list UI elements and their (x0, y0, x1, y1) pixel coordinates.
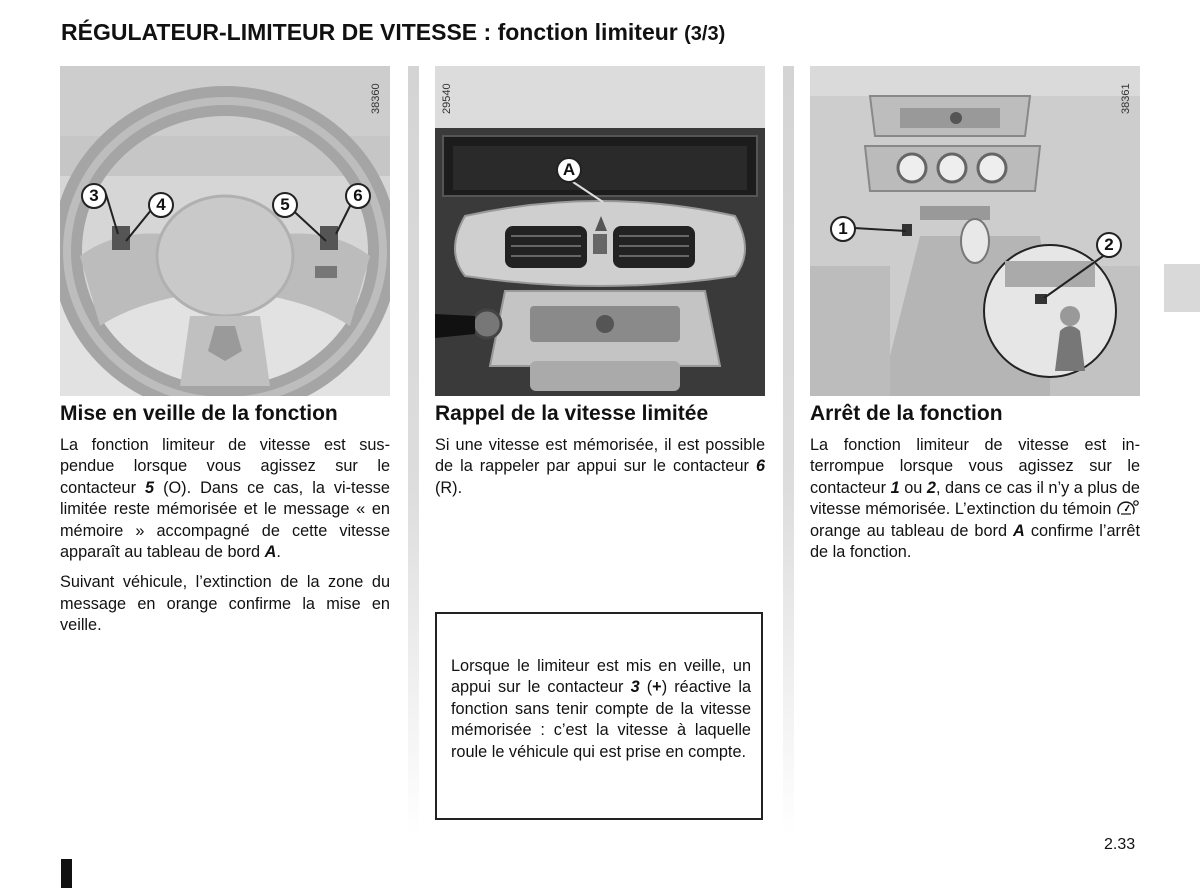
text: La fonction limiteur de vitesse est in-terrompue lorsque vous agissez sur le contacteur (810, 436, 1140, 497)
steering-wheel-illustration (60, 66, 390, 396)
column-separator-right (783, 66, 794, 836)
text: Si une vitesse est mémorisée, il est possible de la rappeler par appui sur le contacteur (435, 436, 765, 476)
page-title-part: (3/3) (684, 23, 726, 45)
callout-2: 2 (1096, 232, 1122, 258)
switch-ref: 6 (755, 457, 765, 476)
switch-ref: 1 (890, 478, 900, 497)
paragraph: Suivant véhicule, l’extinction de la zone du message en orange confirme la mise en veille. (60, 573, 390, 635)
paragraph (810, 435, 1140, 563)
figure-number: 29540 (441, 83, 453, 114)
figure-console (810, 66, 1140, 396)
figure-number: 38360 (370, 83, 382, 114)
text: . (276, 543, 281, 562)
dashboard-ref: A (1013, 521, 1025, 540)
callout-6: 6 (345, 183, 371, 209)
text: ou (899, 478, 927, 497)
section-body-standby (60, 435, 390, 646)
note-text (451, 656, 751, 763)
section-title-stop: Arrêt de la fonction (810, 402, 1003, 425)
page-title-main: RÉGULATEUR-LIMITEUR DE VITESSE : fonction limiteur (61, 19, 678, 45)
callout-1: 1 (830, 216, 856, 242)
chapter-side-tab (1164, 264, 1200, 312)
section-title-standby: Mise en veille de la fonction (60, 402, 338, 425)
dashboard-ref: A (264, 543, 277, 562)
text: ) réactive la fonction sans tenir compte de la vitesse mémorisée : c’est la vitesse à laquelle roule le véhicule qui est prise en compte. (451, 678, 751, 761)
figure-steering-wheel (60, 66, 390, 396)
page-number: 2.33 (1104, 836, 1136, 853)
plus-symbol: + (652, 678, 662, 697)
switch-ref: 3 (630, 678, 640, 697)
callout-A: A (556, 157, 582, 183)
figure-number: 38361 (1120, 83, 1132, 114)
text: ( (639, 678, 653, 697)
text: , dans ce cas il n’y a plus de vitesse mémorisée. L’extinction du témoin (810, 478, 1140, 519)
section-body-recall (435, 435, 765, 508)
paragraph (435, 435, 765, 499)
text: La fonction limiteur de vitesse est sus-pendue lorsque vous agissez sur le contacteur (60, 436, 390, 497)
text: orange au tableau de bord (810, 521, 1014, 540)
callout-5: 5 (272, 192, 298, 218)
figure-dashboard (435, 66, 765, 396)
switch-ref: 5 (145, 478, 155, 497)
console-illustration (810, 66, 1140, 396)
bottom-mark (61, 859, 72, 888)
callout-3: 3 (81, 183, 107, 209)
dashboard-illustration (435, 66, 765, 396)
text: confirme l’arrêt de la fonction. (810, 521, 1140, 562)
section-title-recall: Rappel de la vitesse limitée (435, 402, 709, 425)
text: (R). (435, 478, 463, 497)
callout-4: 4 (148, 192, 174, 218)
speedometer-indicator-icon (1116, 499, 1140, 517)
paragraph (60, 435, 390, 563)
note-box (435, 612, 763, 820)
text: (O). Dans ce cas, la vi-tesse limitée reste mémorisée et le message « en mémoire » accompagné de cette vitesse apparaît au tableau de bord (60, 478, 390, 562)
text: Lorsque le limiteur est mis en veille, un appui sur le contacteur (451, 657, 751, 697)
switch-ref: 2 (926, 478, 936, 497)
column-separator-left (408, 66, 419, 836)
page-title (61, 19, 725, 46)
section-body-stop (810, 435, 1140, 572)
